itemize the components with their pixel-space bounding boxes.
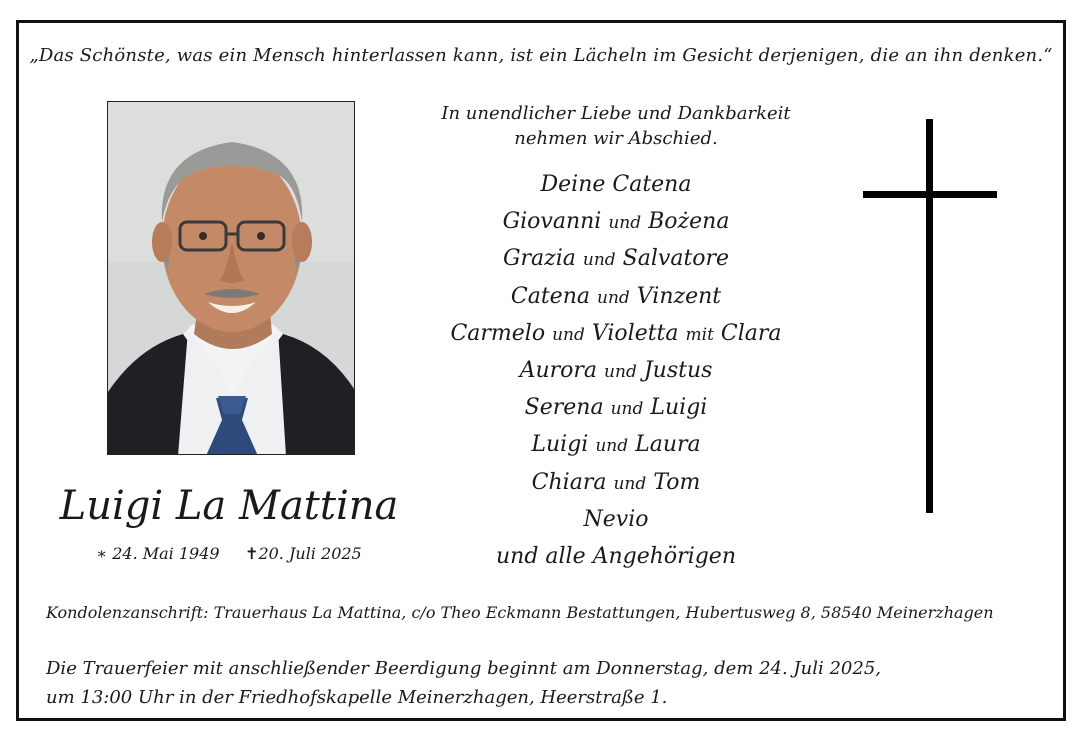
birth-date: 24. Mai 1949	[112, 544, 220, 563]
family-name: Deine Catena	[540, 172, 692, 197]
conjunction: mit	[685, 324, 714, 345]
family-row	[399, 240, 833, 277]
life-dates	[39, 544, 419, 563]
family-name: Serena	[524, 395, 604, 421]
family-row	[399, 166, 833, 203]
portrait-photo	[107, 101, 355, 455]
condolence-address: Kondolenzanschrift: Trauerhaus La Mattina, c/o Theo Eckmann Bestattungen, Hubertusweg 8, 58540 Meinerzhagen	[46, 603, 994, 622]
family-row	[399, 352, 833, 389]
conjunction: und	[610, 399, 644, 420]
family-name: Chiara	[531, 469, 607, 495]
family-row	[399, 538, 833, 575]
family-name: Grazia	[502, 246, 576, 272]
intro-line-1: In unendlicher Liebe und Dankbarkeit	[441, 103, 791, 124]
birth-star-icon: ∗	[96, 544, 108, 563]
conjunction: und	[604, 361, 637, 382]
family-row	[399, 203, 833, 240]
family-list	[399, 166, 833, 575]
family-name: Salvatore	[622, 246, 730, 272]
farewell-intro	[399, 101, 833, 151]
obituary-frame	[16, 20, 1066, 721]
ceremony-line-2: um 13:00 Uhr in der Friedhofskapelle Meinerzhagen, Heerstraße 1.	[46, 687, 668, 708]
family-row	[399, 315, 833, 352]
conjunction: und	[595, 436, 629, 457]
family-name: Vinzent	[636, 283, 722, 309]
family-name: und alle Angehörigen	[495, 543, 736, 569]
family-name: Catena	[510, 283, 590, 309]
deceased-name: Luigi La Mattina	[59, 483, 399, 529]
family-row	[399, 278, 833, 315]
family-name: Violetta	[591, 320, 679, 346]
family-name: Aurora	[519, 357, 598, 383]
family-row	[399, 426, 833, 463]
death-date: 20. Juli 2025	[258, 544, 362, 563]
conjunction: und	[613, 473, 647, 494]
family-name: Luigi	[531, 432, 589, 458]
cross-icon	[859, 119, 999, 519]
family-row	[399, 501, 833, 538]
conjunction: und	[608, 213, 642, 234]
family-name: Giovanni	[502, 209, 602, 235]
conjunction: und	[552, 324, 585, 345]
family-row	[399, 464, 833, 501]
memorial-quote: „Das Schönste, was ein Mensch hinterlassen kann, ist ein Lächeln im Gesicht derjenigen, die an ihn denken.“	[29, 45, 1053, 66]
family-name: Luigi	[650, 395, 708, 421]
family-name: Tom	[653, 469, 701, 495]
family-name: Nevio	[583, 506, 649, 532]
family-name: Bożena	[648, 209, 730, 235]
ceremony-info	[46, 654, 881, 712]
family-name: Laura	[635, 432, 701, 458]
family-name: Justus	[643, 357, 713, 383]
family-name: Clara	[720, 320, 782, 346]
conjunction: und	[582, 250, 616, 271]
death-cross-icon: ✝	[245, 544, 259, 563]
family-row	[399, 389, 833, 426]
ceremony-line-1: Die Trauerfeier mit anschließender Beerdigung beginnt am Donnerstag, dem 24. Juli 2025,	[46, 658, 882, 679]
conjunction: und	[597, 287, 630, 308]
intro-line-2: nehmen wir Abschied.	[514, 128, 718, 149]
family-name: Carmelo	[450, 320, 546, 346]
